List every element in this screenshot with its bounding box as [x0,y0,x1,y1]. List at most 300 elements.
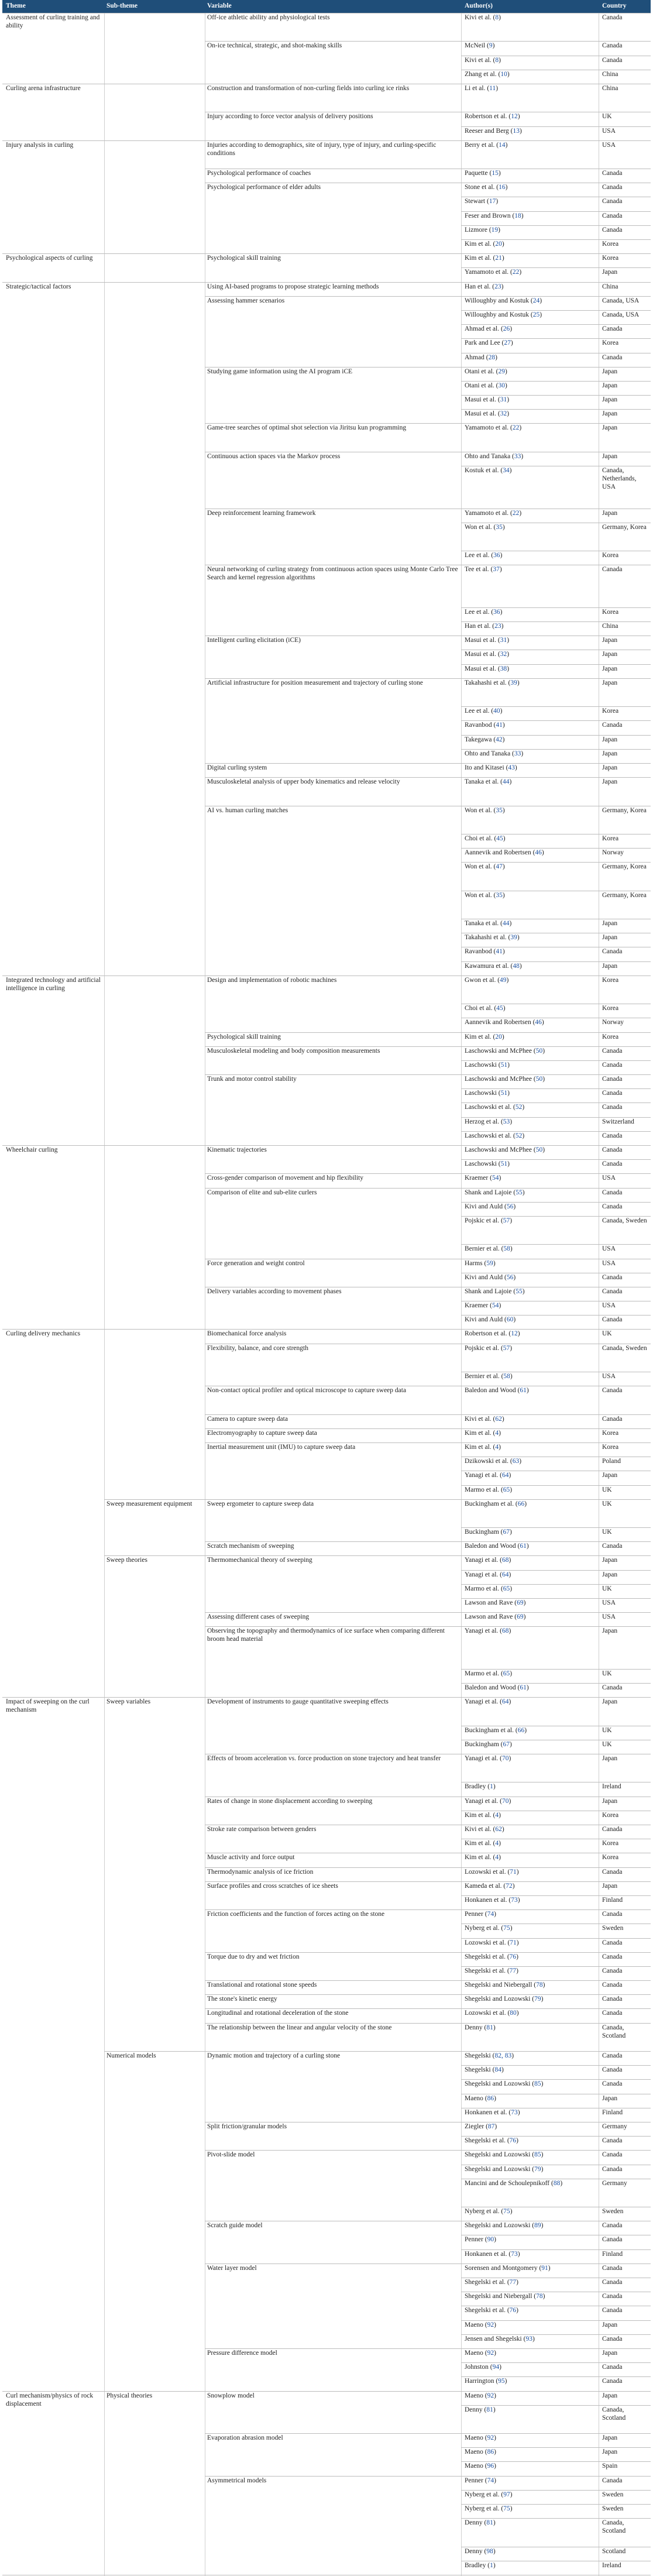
country-cell: Canada [602,2052,623,2060]
reference-link[interactable]: 50 [535,1146,543,1154]
reference-close-paren: ) [499,1854,501,1861]
reference-link[interactable]: 81 [486,2519,493,2527]
author-name: Bradley ( [465,2561,490,2569]
subtheme-cell: Sweep variables [106,1698,151,1706]
reference-link[interactable]: 79 [534,2165,541,2173]
reference-link[interactable]: 92 [487,2434,494,2442]
reference-close-paren: ) [513,1203,516,1210]
reference-link[interactable]: 47 [496,863,503,871]
reference-link[interactable]: 27 [504,339,511,347]
author-name: Shegelski ( [465,2052,495,2060]
reference-link[interactable]: 4 [495,1443,499,1451]
author-name: Nyberg et al. ( [465,2505,504,2513]
reference-link[interactable]: 33 [514,452,521,460]
author-name: Jensen and Shegelski ( [465,2335,526,2343]
reference-link[interactable]: 61 [520,1387,527,1395]
author-name: Yamamoto et al. ( [465,424,513,432]
reference-link[interactable]: 51 [500,1160,508,1168]
reference-link[interactable]: 86 [487,2094,494,2102]
reference-link[interactable]: 61 [520,1684,527,1692]
author-name: Lee et al. ( [465,707,494,715]
reference-close-paren: ) [510,2208,513,2216]
reference-close-paren: ) [542,2293,545,2300]
author-name: Kim et al. ( [465,241,496,248]
author-name: Berry et al. ( [465,141,499,149]
reference-link[interactable]: 90 [487,2236,494,2244]
reference-link[interactable]: 86 [487,2448,494,2456]
reference-link[interactable]: 26 [503,325,510,333]
subtheme-cell: Physical theories [106,2392,153,2399]
author-name: Shegelski and Lozowski ( [465,2165,535,2173]
reference-close-paren: ) [507,410,510,418]
reference-link[interactable]: 75 [503,2208,510,2216]
author-name: Pojskic et al. ( [465,1217,503,1224]
reference-link[interactable]: 50 [535,1076,543,1083]
reference-close-paren: ) [519,962,522,970]
author-name: Ohto and Tanaka ( [465,750,514,757]
reference-link[interactable]: 64 [502,1472,509,1479]
reference-link[interactable]: 60 [506,1316,514,1324]
reference-link[interactable]: 85 [534,2080,541,2088]
author-cell [465,1556,596,1569]
reference-close-paren: ) [499,566,502,573]
reference-link[interactable]: 34 [503,467,510,474]
reference-link[interactable]: 30 [498,382,505,389]
reference-link[interactable]: 67 [503,1740,510,1748]
reference-link[interactable]: 93 [525,2335,532,2343]
reference-link[interactable]: 31 [500,396,507,404]
reference-link[interactable]: 4 [495,1429,499,1437]
reference-link[interactable]: 58 [503,1245,510,1253]
reference-link[interactable]: 32 [500,651,507,658]
country-cell: Switzerland [602,1118,634,1125]
reference-link[interactable]: 4 [495,1811,499,1819]
reference-close-paren: ) [542,1981,545,1989]
author-cell [465,1245,596,1258]
reference-link[interactable]: 1 [490,1783,493,1791]
country-cell: Japan [602,1571,618,1578]
reference-link[interactable]: 52 [515,1104,523,1111]
reference-link[interactable]: 66 [517,1726,525,1734]
author-name: Aannevik and Robertsen ( [465,849,535,857]
reference-link[interactable]: 10 [500,70,507,78]
author-cell [465,962,596,976]
country-cell: Canada [602,948,623,956]
reference-link[interactable]: 92 [487,2349,494,2357]
reference-link[interactable]: 19 [491,226,499,233]
variable-cell: Scratch guide model [207,2222,263,2230]
reference-link[interactable]: 45 [496,834,503,842]
author-cell [465,240,596,253]
reference-link[interactable]: 12 [511,1330,518,1338]
reference-close-paren: ) [501,1826,504,1833]
reference-link[interactable]: 82, 83 [494,2052,512,2060]
reference-close-paren: ) [494,2236,496,2244]
reference-link[interactable]: 51 [500,1090,508,1097]
country-cell: Canada, USA [602,311,640,318]
reference-link[interactable]: 98 [486,2547,493,2555]
author-cell [465,2024,596,2051]
reference-link[interactable]: 89 [534,2222,541,2230]
reference-link[interactable]: 14 [499,141,506,149]
reference-link[interactable]: 17 [489,198,496,205]
country-cell: Canada [602,1146,623,1154]
author-name: Harms ( [465,1259,487,1267]
variable-cell: Pivot-slide model [207,2151,255,2159]
reference-link[interactable]: 75 [503,2505,510,2513]
reference-link[interactable]: 97 [503,2491,510,2498]
reference-close-paren: ) [499,1429,501,1437]
reference-link[interactable]: 64 [502,1571,509,1578]
reference-link[interactable]: 29 [498,367,505,375]
country-cell: Japan [602,509,618,517]
country-cell: Canada [602,2137,623,2145]
reference-link[interactable]: 56 [506,1273,514,1281]
reference-link[interactable]: 22 [512,424,520,432]
reference-close-paren: ) [502,891,505,899]
author-cell [465,353,596,367]
author-name: Honkanen et al. ( [465,2250,511,2258]
reference-link[interactable]: 41 [496,722,503,729]
country-cell: Norway [602,849,624,857]
reference-link[interactable]: 1 [490,2561,493,2569]
reference-link[interactable]: 96 [487,2462,494,2470]
reference-link[interactable]: 75 [503,1925,510,1932]
reference-link[interactable]: 43 [508,764,515,771]
country-cell: Korea [602,1811,619,1819]
reference-link[interactable]: 69 [517,1599,524,1607]
reference-link[interactable]: 92 [487,2321,494,2328]
reference-close-paren: ) [499,1811,501,1819]
country-cell: Canada [602,2335,623,2343]
reference-link[interactable]: 68 [502,1557,509,1564]
reference-link[interactable]: 45 [496,1005,503,1012]
country-cell: Canada, Scotland [602,2406,626,2422]
country-cell: UK [602,1585,612,1592]
reference-link[interactable]: 24 [532,297,540,304]
country-cell: Korea [602,1429,619,1437]
reference-link[interactable]: 66 [517,1500,525,1507]
author-cell [465,1868,596,1881]
reference-link[interactable]: 76 [509,2137,517,2145]
author-cell [465,1301,596,1315]
reference-link[interactable]: 67 [503,1529,510,1536]
country-cell: Japan [602,2434,618,2442]
reference-close-paren: ) [496,84,499,92]
reference-link[interactable]: 94 [492,2364,500,2371]
author-cell [465,2434,596,2447]
variable-cell: Studying game information using the AI program iCE [207,367,353,375]
author-name: Tanaka et al. ( [465,920,503,928]
reference-link[interactable]: 36 [493,552,500,559]
reference-link[interactable]: 8 [495,14,499,21]
reference-link[interactable]: 71 [510,1939,517,1946]
reference-close-paren: ) [516,1939,519,1946]
reference-link[interactable]: 9 [489,42,493,50]
reference-close-paren: ) [510,1670,513,1677]
reference-close-paren: ) [502,722,505,729]
reference-link[interactable]: 46 [535,1019,542,1026]
reference-link[interactable]: 15 [492,170,499,177]
reference-close-paren: ) [510,2491,513,2498]
author-name: Kivi et al. ( [465,1826,496,1833]
country-cell: Korea [602,834,619,842]
author-name: Takahashi et al. ( [465,934,511,942]
reference-link[interactable]: 8 [495,56,499,64]
reference-link[interactable]: 23 [494,623,501,630]
reference-link[interactable]: 92 [487,2392,494,2399]
reference-link[interactable]: 70 [502,1797,509,1805]
reference-close-paren: ) [511,2052,514,2060]
reference-close-paren: ) [499,1174,501,1182]
reference-link[interactable]: 55 [515,1189,523,1196]
reference-link[interactable]: 55 [515,1287,523,1295]
reference-link[interactable]: 50 [535,1047,543,1055]
reference-link[interactable]: 63 [512,1458,520,1465]
reference-link[interactable]: 65 [503,1486,510,1493]
reference-close-paren: ) [510,325,513,333]
reference-link[interactable]: 61 [520,1543,527,1550]
theme-cell: Injury analysis in curling [6,141,74,149]
reference-link[interactable]: 88 [553,2179,561,2187]
reference-link[interactable]: 54 [492,1302,499,1310]
theme-cell: Integrated technology and artificial intelligence in curling [6,976,101,992]
country-cell: Canada [602,1967,623,1974]
reference-close-paren: ) [510,1486,513,1493]
country-cell: Finland [602,2108,623,2116]
variable-cell: Psychological skill training [207,255,281,262]
reference-link[interactable]: 72 [506,1882,513,1890]
reference-link[interactable]: 51 [500,1061,508,1069]
variable-cell: Kinematic trajectories [207,1146,267,1154]
reference-link[interactable]: 20 [495,1033,502,1040]
author-name: Reeser and Berg ( [465,127,513,135]
reference-link[interactable]: 33 [514,750,521,757]
reference-link[interactable]: 37 [493,566,500,573]
reference-link[interactable]: 74 [487,2477,494,2484]
author-name: Shegelski et al. ( [465,1953,510,1960]
reference-link[interactable]: 22 [512,269,520,276]
reference-close-paren: ) [523,1599,526,1607]
country-cell: UK [602,1670,612,1677]
author-name: Kim et al. ( [465,255,496,262]
author-cell [465,1047,596,1060]
reference-link[interactable]: 70 [502,1755,509,1763]
reference-close-paren: ) [521,750,524,757]
reference-link[interactable]: 12 [511,113,518,121]
country-cell: Canada [602,2165,623,2173]
author-cell [465,1344,596,1372]
reference-link[interactable]: 18 [514,212,521,219]
reference-close-paren: ) [502,523,505,531]
reference-close-paren: ) [507,1160,510,1168]
author-name: Han et al. ( [465,283,495,290]
country-cell: Canada [602,2151,623,2159]
reference-link[interactable]: 78 [536,2293,543,2300]
reference-link[interactable]: 57 [503,1344,510,1352]
reference-link[interactable]: 49 [500,976,507,984]
reference-close-paren: ) [493,2547,496,2555]
reference-link[interactable]: 84 [494,2066,501,2074]
reference-link[interactable]: 40 [493,707,500,715]
reference-link[interactable]: 13 [513,127,520,135]
reference-link[interactable]: 62 [495,1826,502,1833]
reference-link[interactable]: 76 [509,2307,517,2314]
column-divider [461,13,462,2576]
theme-cell: Curling arena infrastructure [6,84,81,92]
reference-link[interactable]: 95 [498,2378,505,2385]
reference-link[interactable]: 65 [503,1670,510,1677]
reference-link[interactable]: 59 [486,1259,493,1267]
author-name: Penner ( [465,2477,487,2484]
reference-close-paren: ) [548,2264,551,2272]
author-cell [465,1939,596,1952]
reference-close-paren: ) [524,1726,527,1734]
reference-link[interactable]: 44 [502,920,510,928]
author-name: Laschowski and McPhee ( [465,1047,536,1055]
author-cell [465,1486,596,1499]
author-cell [465,650,596,664]
reference-close-paren: ) [522,1104,525,1111]
author-name: Takegawa ( [465,736,496,743]
reference-link[interactable]: 38 [500,665,507,672]
author-name: Robertson et al. ( [465,113,511,121]
author-cell [465,1429,596,1442]
reference-link[interactable]: 35 [496,891,503,899]
reference-close-paren: ) [507,651,510,658]
author-cell [465,1174,596,1187]
author-name: Laschowski ( [465,1160,501,1168]
reference-close-paren: ) [501,1033,504,1040]
reference-link[interactable]: 4 [495,1854,499,1861]
author-cell [465,933,596,947]
country-cell: USA [602,1174,616,1182]
reference-link[interactable]: 4 [495,1840,499,1847]
reference-link[interactable]: 11 [489,84,496,92]
country-cell: UK [602,1486,612,1493]
author-name: Kivi and Auld ( [465,1273,507,1281]
author-cell [465,2108,596,2122]
author-name: Honkanen et al. ( [465,1896,511,1904]
reference-link[interactable]: 35 [496,523,503,531]
reference-link[interactable]: 28 [488,353,496,361]
country-cell: Finland [602,2250,623,2258]
reference-link[interactable]: 65 [503,1585,510,1592]
reference-link[interactable]: 77 [509,1967,517,1974]
reference-link[interactable]: 73 [511,2250,518,2258]
author-cell [465,183,596,197]
author-name: Paquette ( [465,170,492,177]
reference-link[interactable]: 39 [510,679,517,686]
author-cell [465,1825,596,1839]
reference-close-paren: ) [509,1740,512,1748]
country-cell: Germany, Korea [602,891,647,899]
reference-link[interactable]: 23 [494,283,501,290]
reference-link[interactable]: 31 [500,637,507,644]
reference-link[interactable]: 39 [510,934,517,942]
country-cell: Canada [602,566,623,573]
reference-close-paren: ) [510,1118,513,1125]
country-cell: Canada [602,56,623,64]
reference-link[interactable]: 20 [495,241,502,248]
reference-link[interactable]: 41 [496,948,503,956]
reference-link[interactable]: 76 [509,1953,517,1960]
author-name: Kivi and Auld ( [465,1316,507,1324]
author-cell [465,2080,596,2093]
reference-link[interactable]: 53 [503,1118,510,1125]
reference-link[interactable]: 71 [510,1868,517,1876]
reference-link[interactable]: 46 [535,849,542,857]
reference-link[interactable]: 68 [502,1627,509,1635]
reference-link[interactable]: 22 [512,509,520,517]
reference-link[interactable]: 58 [503,1373,510,1380]
reference-link[interactable]: 81 [486,2024,493,2031]
reference-link[interactable]: 73 [511,1896,518,1904]
country-cell: Canada [602,722,623,729]
reference-close-paren: ) [517,113,520,121]
reference-link[interactable]: 62 [495,1415,502,1423]
reference-link[interactable]: 81 [486,2406,493,2413]
reference-link[interactable]: 74 [487,1911,494,1918]
reference-link[interactable]: 48 [513,962,520,970]
reference-link[interactable]: 85 [534,2151,541,2159]
author-name: Masui et al. ( [465,396,500,404]
author-name: Maeno ( [465,2448,487,2456]
reference-close-paren: ) [505,184,508,191]
author-cell [465,466,596,509]
reference-link[interactable]: 69 [517,1613,524,1621]
reference-link[interactable]: 77 [509,2279,517,2286]
reference-link[interactable]: 64 [502,1698,509,1706]
theme-cell: Impact of sweeping on the curl mechanism [6,1698,90,1714]
reference-link[interactable]: 25 [532,311,540,318]
reference-link[interactable]: 79 [534,1995,541,2003]
author-cell [465,2122,596,2136]
reference-link[interactable]: 78 [536,1981,543,1989]
variable-cell: Translational and rotational stone speeds [207,1981,317,1989]
country-cell: Canada [602,2293,623,2300]
author-cell [465,622,596,636]
reference-link[interactable]: 54 [492,1174,499,1182]
reference-link[interactable]: 36 [493,608,500,616]
author-cell [465,1259,596,1273]
author-name: Johnston ( [465,2364,493,2371]
reference-link[interactable]: 73 [511,2108,518,2116]
reference-link[interactable]: 21 [495,255,502,262]
reference-link[interactable]: 80 [510,2010,517,2017]
reference-close-paren: ) [505,141,508,149]
reference-link[interactable]: 16 [499,184,506,191]
reference-link[interactable]: 57 [503,1217,510,1224]
reference-link[interactable]: 32 [500,410,507,418]
reference-close-paren: ) [519,509,522,517]
reference-link[interactable]: 42 [496,736,503,743]
country-cell: Japan [602,962,618,970]
author-name: Kim et al. ( [465,1854,496,1861]
reference-link[interactable]: 87 [487,2122,495,2130]
reference-link[interactable]: 35 [496,806,503,814]
author-cell [465,976,596,1004]
variable-cell: The relationship between the linear and angular velocity of the stone [207,2024,392,2031]
reference-close-paren: ) [507,665,510,672]
reference-link[interactable]: 91 [541,2264,548,2272]
author-name: Laschowski et al. ( [465,1132,515,1139]
reference-link[interactable]: 52 [515,1132,523,1139]
theme-cell: Curling delivery mechanics [6,1330,81,1338]
reference-link[interactable]: 44 [502,778,510,786]
author-cell [465,169,596,183]
reference-link[interactable]: 56 [506,1203,514,1210]
